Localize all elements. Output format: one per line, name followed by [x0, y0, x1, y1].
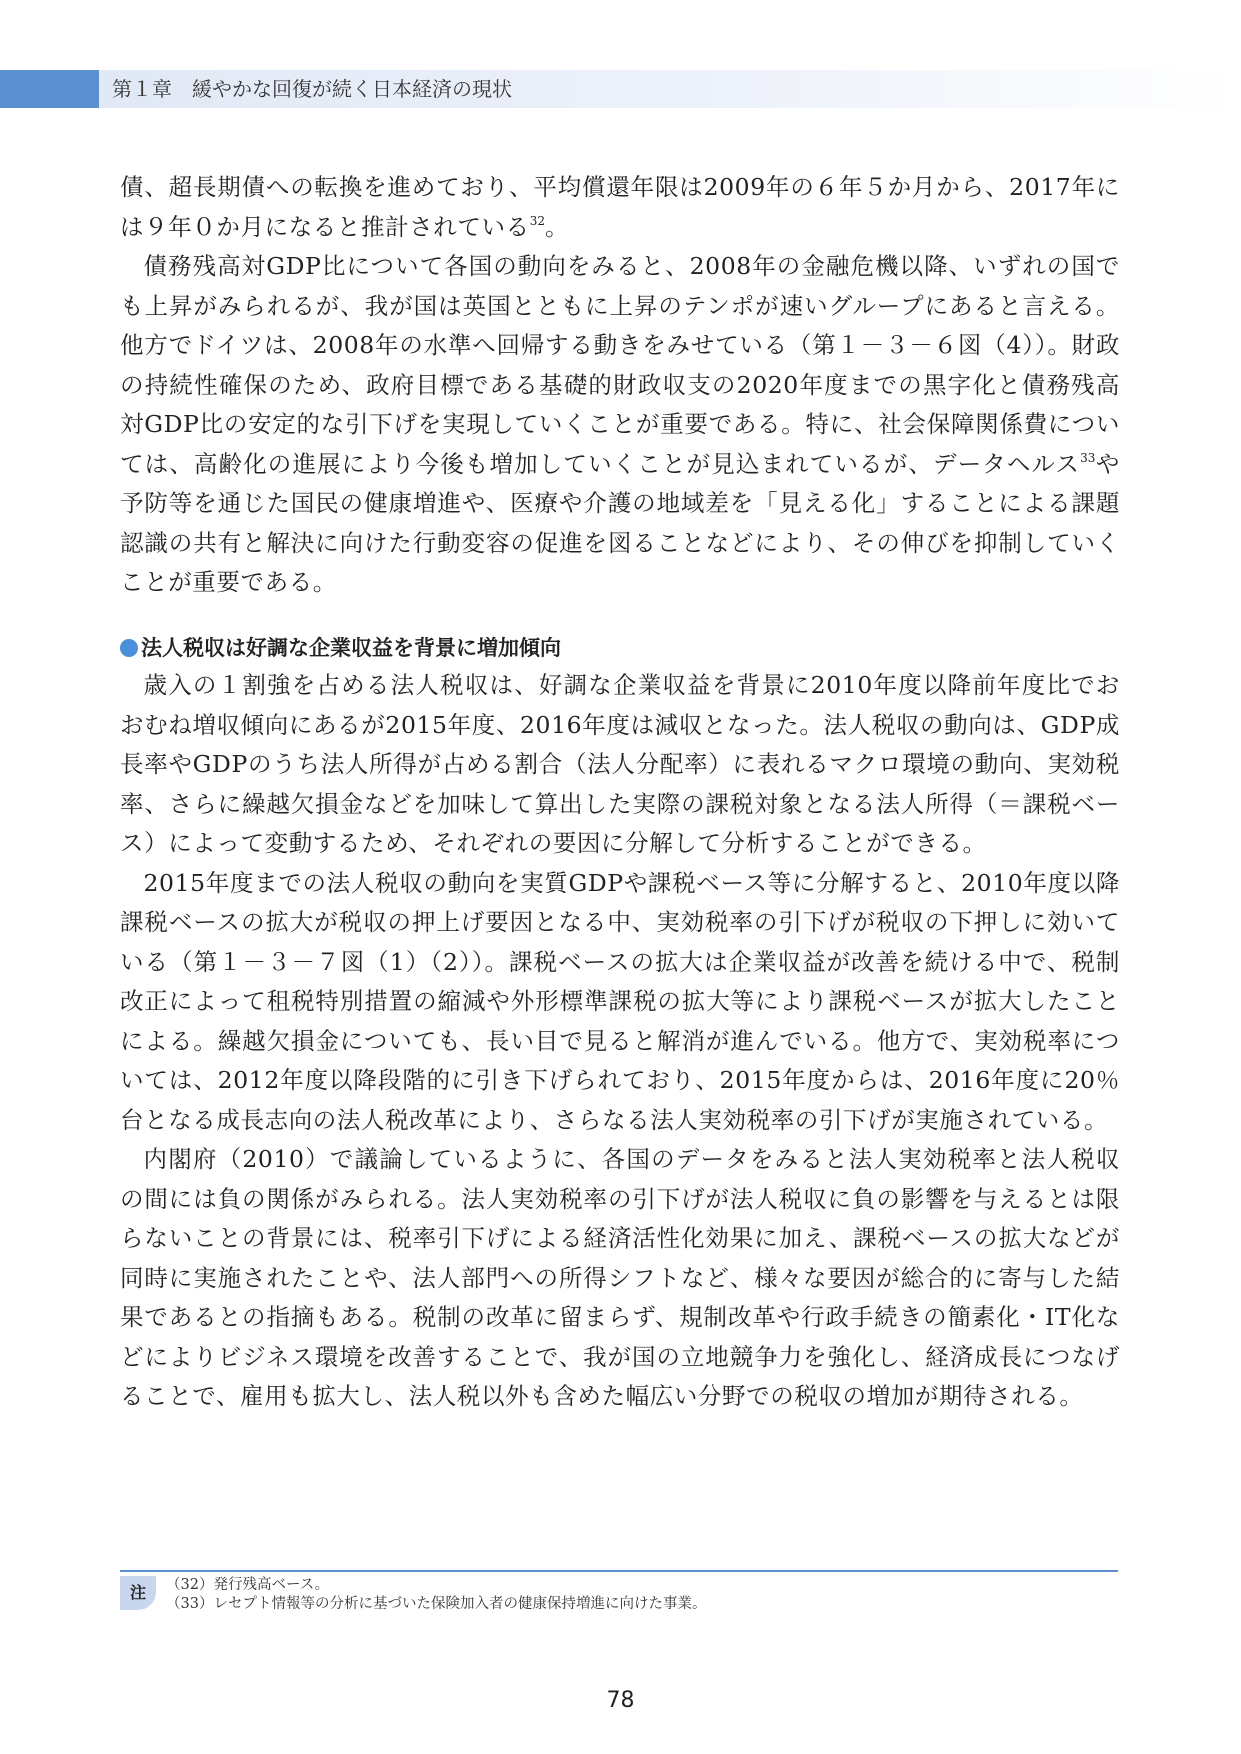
footnote-ref-32[interactable]: 32	[529, 213, 545, 228]
notes-divider	[120, 1570, 1118, 1572]
heading-bullet-icon	[120, 639, 138, 657]
paragraph-2-text-a: 債務残高対GDP比について各国の動向をみると、2008年の金融危機以降、いずれの国でも上昇がみられるが、我が国は英国とともに上昇のテンポが速いグループにあると言える。他方でドイツは、2008年の水準へ回帰する動きをみせている（第１－３－６図（4））。財政の持続性確保のため、政府目標である基礎的財政収支の2020年度までの黒字化と債務残高対GDP比の安定的な引下げを実現していくことが重要である。特に、社会保障関係費については、高齢化の進展により今後も増加していくことが見込まれているが、データヘルス	[120, 252, 1120, 478]
section-text	[120, 666, 1120, 1417]
section-paragraph-2: 2015年度までの法人税収の動向を実質GDPや課税ベース等に分解すると、2010年度以降課税ベースの拡大が税収の押上げ要因となる中、実効税率の引下げが税収の下押しに効いている（第１－３－７図（1）（2））。課税ベースの拡大は企業収益が改善を続ける中で、税制改正によって租税特別措置の縮減や外形標準課税の拡大等により課税ベースが拡大したことによる。繰越欠損金についても、長い目で見ると解消が進んでいる。他方で、実効税率については、2012年度以降段階的に引き下げられており、2015年度からは、2016年度に20％台となる成長志向の法人税改革により、さらなる法人実効税率の引下げが実施されている。	[120, 868, 1120, 1134]
section-heading-text: 法人税収は好調な企業収益を背景に増加傾向	[141, 636, 561, 660]
paragraph-1-text: 債、超長期債への転換を進めており、平均償還年限は2009年の６年５か月から、2017年には９年０か月になると推計されている	[120, 173, 1120, 241]
note-item-32: （32）発行残高ベース。	[166, 1577, 330, 1593]
notes-list	[166, 1576, 1116, 1614]
paragraph-2-text-b: や予防等を通じた国民の健康増進や、医療や介護の地域差を「見える化」することによる課題認識の共有と解決に向けた行動変容の促進を図ることなどにより、その伸びを抑制していくことが重要である。	[120, 449, 1120, 596]
paragraph-1	[120, 168, 1120, 247]
chapter-title: 第１章 緩やかな回復が続く日本経済の現状	[112, 77, 512, 101]
page-number: 78	[606, 1688, 635, 1713]
note-item-33: （33）レセプト情報等の分析に基づいた保険加入者の健康保持増進に向けた事業。	[166, 1596, 707, 1612]
section-paragraph-3: 内閣府（2010）で議論しているように、各国のデータをみると法人実効税率と法人税収の間には負の関係がみられる。法人実効税率の引下げが法人税収に負の影響を与えるとは限らないことの背景には、税率引下げによる経済活性化効果に加え、課税ベースの拡大などが同時に実施されたことや、法人部門への所得シフトなど、様々な要因が総合的に寄与した結果であるとの指摘もある。税制の改革に留まらず、規制改革や行政手続きの簡素化・IT化などによりビジネス環境を改善することで、我が国の立地競争力を強化し、経済成長につなげることで、雇用も拡大し、法人税以外も含めた幅広い分野での税収の増加が期待される。	[120, 1145, 1120, 1410]
notes-label: 注	[120, 1576, 156, 1610]
section-paragraph-1: 歳入の１割強を占める法人税収は、好調な企業収益を背景に2010年度以降前年度比でおおむね増収傾向にあるが2015年度、2016年度は減収となった。法人税収の動向は、GDP成長率やGDPのうち法人所得が占める割合（法人分配率）に表れるマクロ環境の動向、実効税率、さらに繰越欠損金などを加味して算出した実際の課税対象となる法人所得（＝課税ベース）によって変動するため、それぞれの要因に分解して分析することができる。	[120, 671, 1120, 857]
section-heading	[120, 632, 561, 664]
paragraph-2	[120, 247, 1120, 603]
chapter-header-accent	[0, 70, 99, 108]
paragraph-1-end: 。	[544, 212, 570, 241]
footnote-ref-33[interactable]: 33	[1080, 450, 1096, 465]
intro-text	[120, 168, 1120, 603]
